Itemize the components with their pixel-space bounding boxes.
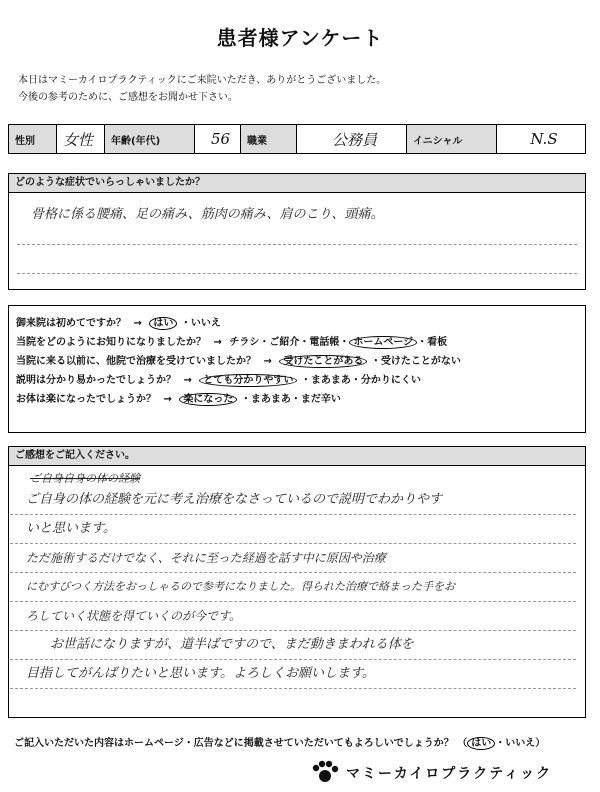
arrow-icon: →	[133, 318, 142, 329]
question-row	[16, 352, 461, 371]
clinic-logo	[310, 760, 552, 786]
handprint-logo-icon	[310, 760, 340, 786]
arrow-icon: →	[163, 394, 172, 405]
arrow-icon: →	[213, 337, 222, 348]
question-text: お体は楽になったでしょうか？	[16, 394, 156, 405]
consent-no: いいえ	[505, 738, 536, 749]
intro-line: 本日はマミーカイロプラクティックにご来院いただき、ありがとうございました。	[18, 75, 387, 86]
comment-line: いと思います。	[10, 515, 576, 544]
sex-label: 性別	[9, 125, 57, 153]
intro-line: 今後の参考のために、ご感想をお聞かせ下さい。	[18, 92, 238, 103]
symptoms-line	[17, 244, 577, 245]
logo-text: マミーカイロプラクティック	[346, 766, 553, 782]
consent-separator: ・	[495, 738, 506, 749]
comment-line: にむすびつく方法をおっしゃるので参考になりました。得られた治療で絡まった手をお	[10, 573, 576, 602]
job-value: 公務員	[297, 125, 407, 153]
sex-value: 女性	[57, 125, 105, 153]
symptoms-box	[8, 173, 586, 290]
comment-line: ろしていく状態を得ていくのが今です。	[10, 602, 576, 631]
initial-value: N.S	[530, 130, 558, 148]
comment-line: 目指してがんばりたいと思います。よろしくお願いします。	[10, 660, 576, 689]
question-text: 説明は分かり易かったでしょうか？	[16, 375, 176, 386]
patient-info-row	[8, 124, 586, 154]
initial-label: イニシャル	[407, 125, 497, 153]
question-text: 御来院は初めてですか？	[16, 318, 126, 329]
question-text: 当院に来る以前に、他院で治療を受けていましたか？	[16, 356, 256, 367]
options-text: チラシ・ご紹介・電話帳・ ホームページ ・看板	[229, 337, 448, 348]
comment-line: お世話になりますが、道半ばですので、まだ動きまわれる体を	[10, 631, 576, 660]
options-text: ・まあまあ・分かりにくい	[300, 375, 421, 386]
consent-question: ご記入いただいた内容はホームページ・広告などに掲載させていただいてもよろしいでしょうか？	[14, 738, 454, 749]
age-value: 56	[195, 125, 241, 153]
circled-answer: ホームページ	[349, 336, 417, 349]
arrow-icon: →	[183, 375, 192, 386]
question-row	[16, 390, 461, 409]
comments-heading: ご感想をご記入ください。	[9, 447, 585, 466]
comment-line: ご自身の体の経験を元に考え治療をなさっているので説明でわかりやす	[10, 486, 576, 515]
circled-answer: 楽になった	[179, 393, 237, 406]
consent-close: ）	[535, 738, 546, 749]
symptoms-question: どのような症状でいらっしゃいましたか？	[9, 174, 585, 193]
comment-line: ただ施術するだけでなく、それに至った経過を話す中に原因や治療	[10, 544, 576, 573]
separator: ・いいえ	[180, 318, 221, 329]
question-row	[16, 333, 461, 352]
question-text: 当院をどのようにお知りになりましたか？	[16, 337, 206, 348]
page-title: 患者様アンケート	[216, 26, 384, 50]
comment-lines	[10, 478, 576, 689]
circled-answer: 受けたことがある	[279, 355, 367, 368]
questions-list	[16, 314, 461, 409]
arrow-icon: →	[263, 356, 272, 367]
age-label: 年齢(年代)	[105, 125, 195, 153]
question-row	[16, 371, 461, 390]
consent-open: （	[457, 738, 468, 749]
circled-answer: はい	[149, 317, 177, 330]
circled-answer: とても分かりやすい	[199, 374, 297, 387]
symptoms-answer: 骨格に係る腰痛、足の痛み、筋肉の痛み、肩のこり、頭痛。	[31, 207, 384, 222]
consent-question-row	[14, 734, 545, 749]
options-text: ・まあまあ・まだ辛い	[240, 394, 341, 405]
options-text: ・受けたことがない	[370, 356, 461, 367]
consent-yes: はい	[467, 737, 495, 750]
symptoms-line	[17, 273, 577, 274]
question-row	[16, 314, 461, 333]
struck-out-text: ご自身自身の体の経験	[30, 472, 140, 485]
intro-text	[18, 72, 386, 106]
job-label: 職業	[241, 125, 297, 153]
